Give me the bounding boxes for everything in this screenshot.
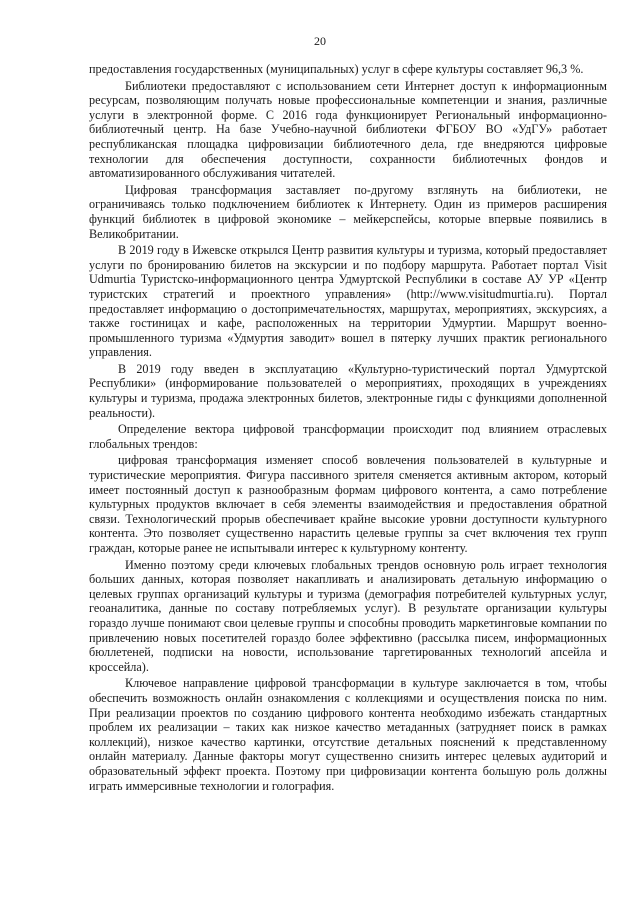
paragraph-trend-engagement: цифровая трансформация изменяет способ вовлечения пользователей в культурные и туристические мероприятия. Фигура пассивного зрителя сменяется активным актором, который имеет постоянный доступ к разнообразным формам цифрового контента, а само потребление культурных продуктов включает в себя элементы взаимодействия и предоставления обратной связи. Технологический прорыв обеспечивает крайне высокие уровни доступности культурного контента. Это позволяет существенно нарастить целевые группы за счет включения тех групп граждан, которые ранее не испытывали интерес к культурному контенту. [89,453,607,555]
paragraph-digital-transformation-libraries: Цифровая трансформация заставляет по-другому взглянуть на библиотеки, не ограничиваясь только подключением библиотек к Интернету. Один из примеров расширения функций библиотек в цифровой экономике – мейкерспейсы, которые впервые появились в Великобритании. [89,182,607,241]
paragraph-key-direction: Ключевое направление цифровой трансформации в культуре заключается в том, чтобы обеспечить возможность онлайн ознакомления с коллекциями и осуществления поиска по ним. При реализации проектов по созданию цифрового контента необходимо избежать стандартных проблем их реализации – таких как низкое качество метаданных (затрудняет поиск в рамках коллекций), низкое качество картинки, отсутствие детальных пояснений к представленному онлайн материалу. Данные факторы могут существенно снизить интерес целевых аудиторий и образовательный эффект проекта. Поэтому при цифровизации контента большую роль должны играть иммерсивные технологии и голография. [89,676,607,793]
paragraph-continuation: предоставления государственных (муниципальных) услуг в сфере культуры составляет 96,3 %. [89,62,584,76]
paragraph-izhevsk-center: В 2019 году в Ижевске открылся Центр развития культуры и туризма, который предоставляет услуги по бронированию билетов на экскурсии и по подбору маршрута. Работает портал Visit Udmurtia Туристско-информационного центра Удмуртской Республики в составе АУ УР «Центр туристских стратегий и проектного управления» (http://www.visitudmurtia.ru). Портал предоставляет информацию о достопримечательностях, маршрутах, мероприятиях, экскурсиях, а также гостиницах и кафе, расположенных на территории Удмуртии. Маршрут военно-промышленного туризма «Удмуртия заводит» вошел в пятерку лучших практик регионального управления. [89,243,607,360]
paragraph-tourist-portal: В 2019 году введен в эксплуатацию «Культурно-туристический портал Удмуртской Республики» (информирование пользователей о мероприятиях, проходящих в учреждениях культуры и туризма, продажа электронных билетов, электронные гиды с функциями дополненной реальности). [89,361,607,420]
paragraph-big-data: Именно поэтому среди ключевых глобальных трендов основную роль играет технология больших данных, которая позволяет накапливать и анализировать детальную информацию о целевых группах организаций культуры и туризма (демография потребителей культурных услуг, геоаналитика, данные по составу потребляемых услуг). В результате организации культуры гораздо лучше понимают свои целевые группы и способны проводить маркетинговые компании по привлечению новых посетителей гораздо более эффективно (рассылка писем, информационных бюллетеней, подписки на новости, использование таргетированных технологий апсейла и кроссейла). [89,557,607,674]
document-body [89,62,607,795]
paragraph-global-trends-intro: Определение вектора цифровой трансформации происходит под влиянием отраслевых глобальных трендов: [89,422,607,451]
page-number: 20 [314,34,326,48]
paragraph-libraries: Библиотеки предоставляют с использованием сети Интернет доступ к информационным ресурсам, позволяющим получать новые профессиональные компетенции и знания, различные услуги в электронной форме. С 2016 года функционирует Региональный информационно-библиотечный центр. На базе Учебно-научной библиотеки ФГБОУ ВО «УдГУ» работает республиканская площадка цифровизации библиотечного дела, где внедряются цифровые технологии для обеспечения доступности, сохранности библиотечных фондов и автоматизированного обслуживания читателей. [89,78,607,181]
